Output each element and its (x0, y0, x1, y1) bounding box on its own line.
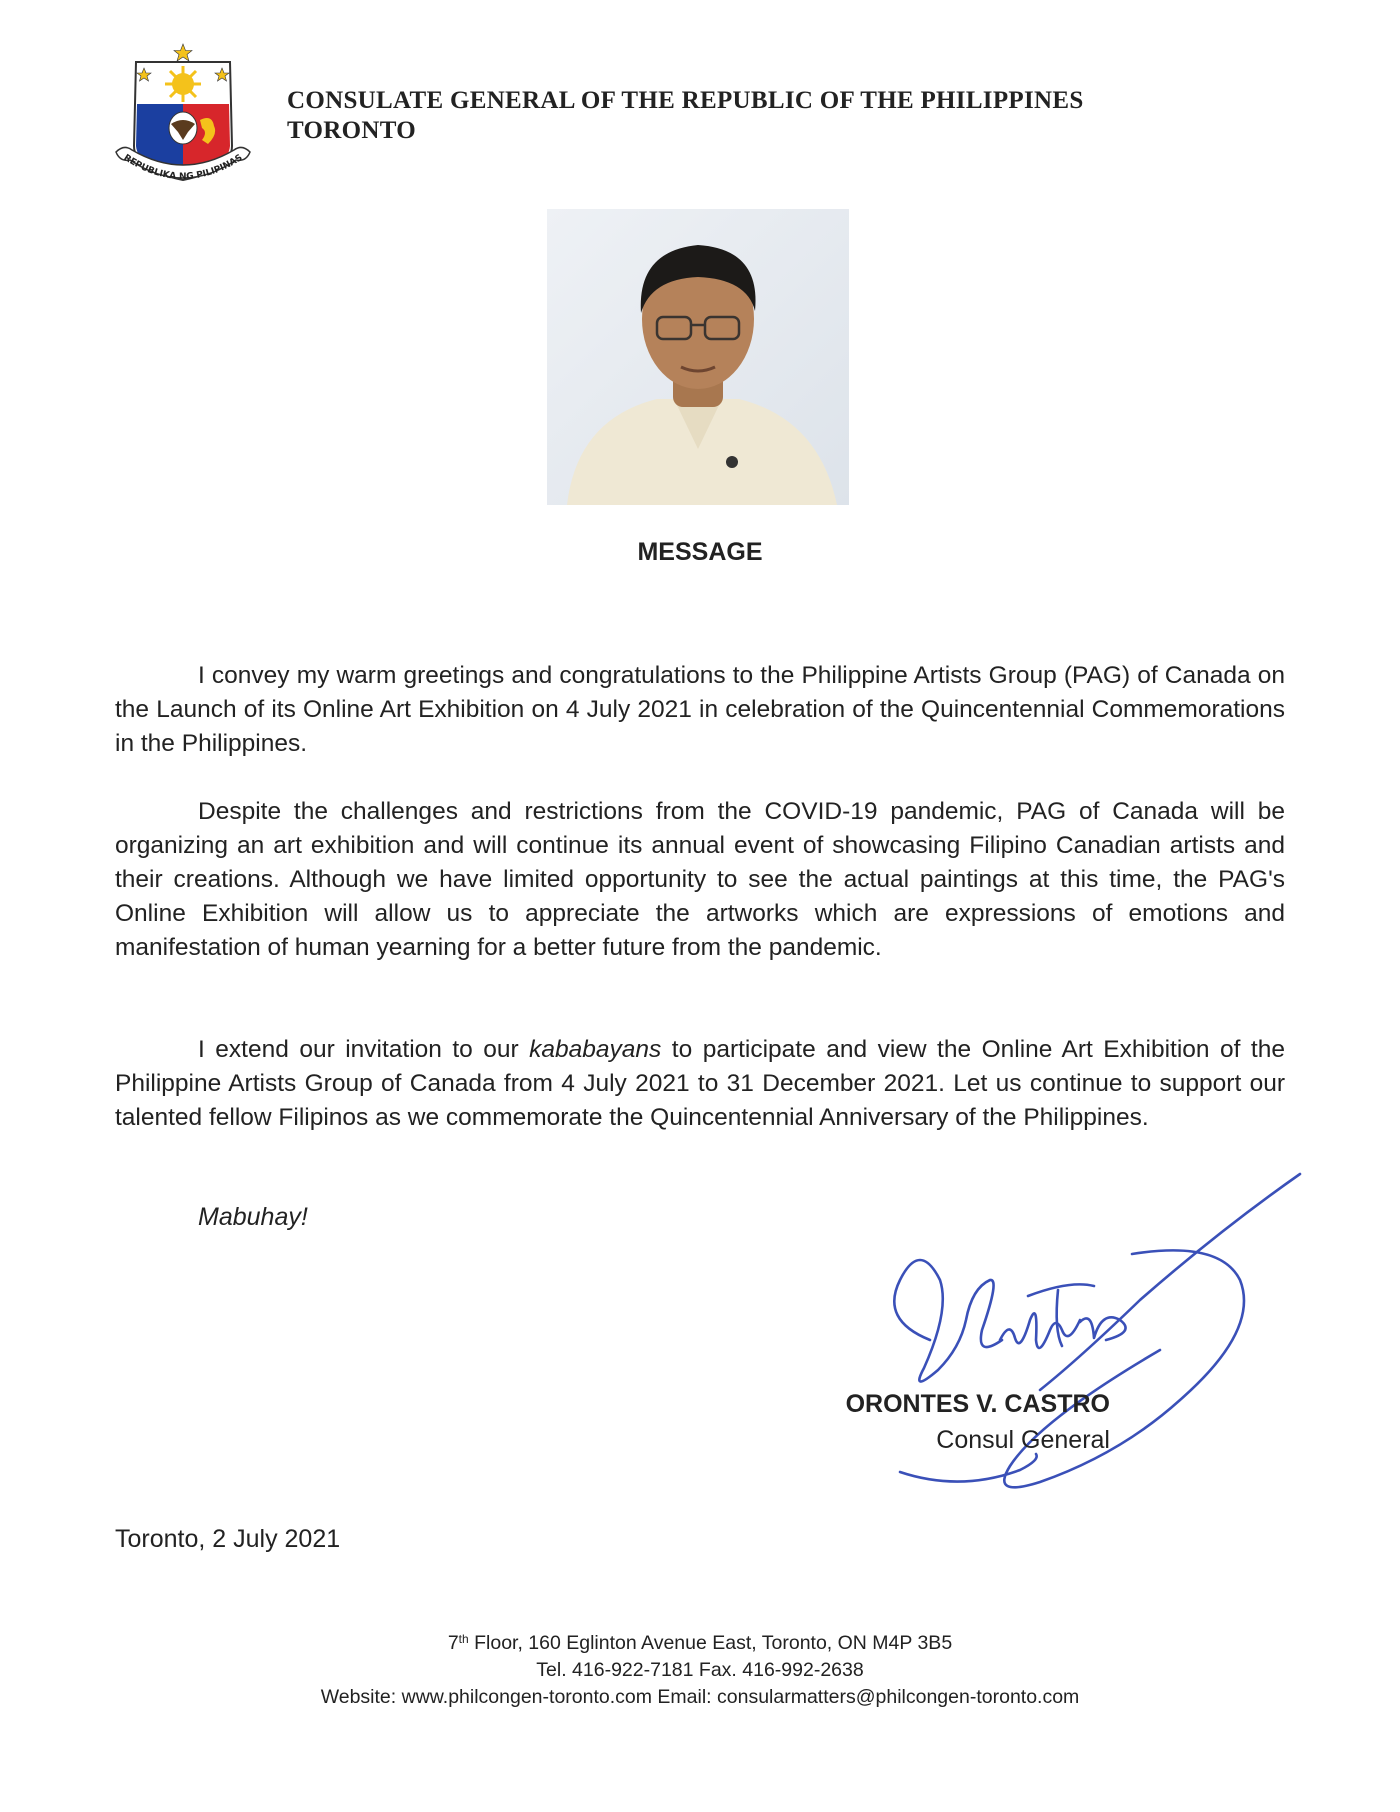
footer-floor-suffix: th (458, 1632, 469, 1646)
footer-address (0, 1626, 1400, 1657)
footer-web: Website: www.philcongen-toronto.com Email: consularmatters@philcongen-toronto.com (320, 1686, 1080, 1708)
paragraph-2-text: Despite the challenges and restrictions from the COVID-19 pandemic, PAG of Canada will be organizing an art exhibition and will continue its annual event of showcasing Filipino Canadian artists and their creations. Although we have limited opportunity to see the actual paintings at this time, the PAG's Online Exhibition will allow us to appreciate the artworks which are expressions of emotions and manifestation of human yearning for a better future from the pandemic. (115, 798, 1285, 961)
paragraph-3 (115, 1033, 1285, 1135)
footer-phone: Tel. 416-922-7181 Fax. 416-992-2638 (536, 1659, 864, 1681)
closing-greeting: Mabuhay! (198, 1203, 308, 1231)
letterhead-city: TORONTO (287, 117, 416, 144)
paragraph-3-text (115, 1033, 1285, 1135)
footer (0, 1626, 1400, 1711)
footer-floor: 7 (447, 1632, 459, 1654)
letterhead-title: CONSULATE GENERAL OF THE REPUBLIC OF THE PHILIPPINES (287, 87, 1084, 114)
paragraph-2 (115, 795, 1285, 965)
paragraph-1-text: I convey my warm greetings and congratulations to the Philippine Artists Group (PAG) of Canada on the Launch of its Online Art Exhibition on 4 July 2021 in celebration of the Quincentennial Commemorations in the Philippines. (115, 662, 1285, 757)
paragraph-3-start: I extend our invitation to our (198, 1036, 530, 1063)
portrait-photo (547, 209, 849, 505)
footer-street: Floor, 160 Eglinton Avenue East, Toronto, ON M4P 3B5 (468, 1632, 953, 1654)
signature-icon (840, 1170, 1320, 1510)
signer-name: ORONTES V. CASTRO (845, 1390, 1110, 1418)
paragraph-3-italic: kababayans (529, 1036, 662, 1063)
paragraph-3-end: to participate and view the Online Art Exhibition of the Philippine Artists Group of Canada from 4 July 2021 to 31 December 2021. Let us continue to support our talented fellow Filipinos as we commemorate the Quincentennial Anniversary of the Philippines. (115, 1036, 1285, 1131)
paragraph-1 (115, 659, 1285, 761)
message-title: MESSAGE (637, 538, 763, 566)
seal-text: REPUBLIKA NG PILIPINAS (121, 152, 245, 183)
philippine-seal-icon (108, 40, 258, 198)
letterhead (287, 86, 1084, 146)
letter-date: Toronto, 2 July 2021 (115, 1525, 341, 1553)
signer-title: Consul General (936, 1426, 1110, 1454)
signer-block (846, 1386, 1110, 1458)
